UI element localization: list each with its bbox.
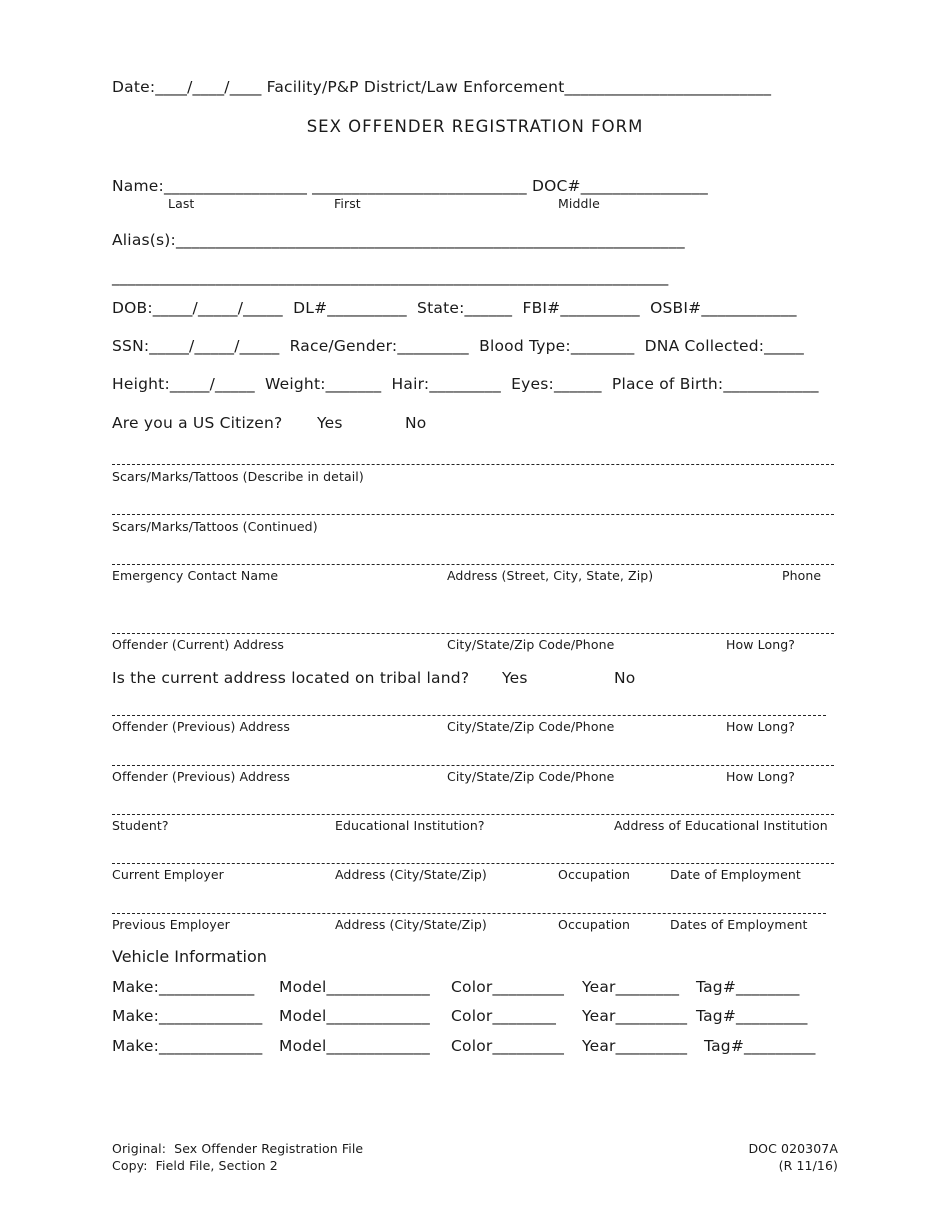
vehicle-3-model[interactable]: Model_____________ [279, 1037, 430, 1055]
citizen-no-option[interactable]: No [405, 414, 427, 432]
vehicle-3-tag[interactable]: Tag#_________ [704, 1037, 816, 1055]
vehicle-2-tag[interactable]: Tag#_________ [696, 1007, 808, 1025]
scars-continued-input-line[interactable] [112, 514, 834, 515]
tribal-land-question: Is the current address located on tribal land? [112, 669, 470, 687]
name-last-label: Last [168, 196, 195, 211]
scars-continued-label: Scars/Marks/Tattoos (Continued) [112, 519, 318, 534]
citizen-yes-option[interactable]: Yes [317, 414, 343, 432]
name-first-label: First [334, 196, 361, 211]
current-occupation-label: Occupation [558, 867, 631, 882]
institution-label: Educational Institution? [335, 818, 485, 833]
current-how-long-label: How Long? [726, 637, 796, 652]
previous-employer-label: Previous Employer [112, 917, 230, 932]
previous-city-1-label: City/State/Zip Code/Phone [447, 719, 615, 734]
vehicle-3-make[interactable]: Make:_____________ [112, 1037, 263, 1055]
previous-city-2-label: City/State/Zip Code/Phone [447, 769, 615, 784]
emergency-phone-label: Phone [782, 568, 822, 583]
previous-how-long-2-label: How Long? [726, 769, 796, 784]
date-facility-line[interactable]: Date:____/____/____ Facility/P&P District/Law Enforcement__________________________ [112, 78, 772, 96]
vehicle-1-tag[interactable]: Tag#________ [696, 978, 800, 996]
name-middle-label: Middle [558, 196, 600, 211]
vehicle-1-year[interactable]: Year________ [582, 978, 680, 996]
vehicle-1-make[interactable]: Make:____________ [112, 978, 255, 996]
previous-address-2-label: Offender (Previous) Address [112, 769, 291, 784]
current-employment-input-line[interactable] [112, 863, 834, 864]
ssn-row[interactable]: SSN:_____/_____/_____ Race/Gender:_________ Blood Type:________ DNA Collected:_____ [112, 337, 804, 355]
vehicle-2-make[interactable]: Make:_____________ [112, 1007, 263, 1025]
footer-original: Original: Sex Offender Registration File [112, 1141, 364, 1156]
scars-input-line[interactable] [112, 464, 834, 465]
name-doc-field[interactable]: Name:__________________ ___________________________ DOC#________________ [112, 177, 708, 195]
footer-doc-number: DOC 020307A [748, 1141, 838, 1156]
vehicle-3-year[interactable]: Year_________ [582, 1037, 688, 1055]
citizen-question: Are you a US Citizen? [112, 414, 283, 432]
emergency-name-label: Emergency Contact Name [112, 568, 279, 583]
height-row[interactable]: Height:_____/_____ Weight:_______ Hair:_________ Eyes:______ Place of Birth:____________ [112, 375, 819, 393]
vehicle-2-color[interactable]: Color________ [451, 1007, 557, 1025]
current-employer-address-label: Address (City/State/Zip) [335, 867, 487, 882]
previous-employment-input-line[interactable] [112, 913, 826, 914]
vehicle-1-color[interactable]: Color_________ [451, 978, 565, 996]
previous-address-1-label: Offender (Previous) Address [112, 719, 291, 734]
dob-row[interactable]: DOB:_____/_____/_____ DL#__________ State:______ FBI#__________ OSBI#____________ [112, 299, 797, 317]
footer-revision: (R 11/16) [778, 1158, 838, 1173]
emergency-address-label: Address (Street, City, State, Zip) [447, 568, 654, 583]
vehicle-3-color[interactable]: Color_________ [451, 1037, 565, 1055]
previous-how-long-1-label: How Long? [726, 719, 796, 734]
vehicle-2-year[interactable]: Year_________ [582, 1007, 688, 1025]
current-city-label: City/State/Zip Code/Phone [447, 637, 615, 652]
current-employment-date-label: Date of Employment [670, 867, 801, 882]
scars-label: Scars/Marks/Tattoos (Describe in detail) [112, 469, 364, 484]
education-input-line[interactable] [112, 814, 834, 815]
tribal-no-option[interactable]: No [614, 669, 636, 687]
alias-continuation-field[interactable]: ______________________________________________________________________ [112, 268, 669, 286]
vehicle-1-model[interactable]: Model_____________ [279, 978, 430, 996]
footer-copy: Copy: Field File, Section 2 [112, 1158, 278, 1173]
previous-address-1-input-line[interactable] [112, 715, 826, 716]
alias-field[interactable]: Alias(s):________________________________________________________________ [112, 231, 685, 249]
student-label: Student? [112, 818, 169, 833]
current-address-input-line[interactable] [112, 633, 834, 634]
previous-occupation-label: Occupation [558, 917, 631, 932]
current-employer-label: Current Employer [112, 867, 224, 882]
previous-employment-dates-label: Dates of Employment [670, 917, 808, 932]
emergency-input-line[interactable] [112, 564, 834, 565]
tribal-yes-option[interactable]: Yes [502, 669, 528, 687]
institution-address-label: Address of Educational Institution [614, 818, 828, 833]
previous-employer-address-label: Address (City/State/Zip) [335, 917, 487, 932]
vehicle-heading: Vehicle Information [112, 947, 267, 966]
current-address-label: Offender (Current) Address [112, 637, 285, 652]
previous-address-2-input-line[interactable] [112, 765, 834, 766]
vehicle-2-model[interactable]: Model_____________ [279, 1007, 430, 1025]
form-title: SEX OFFENDER REGISTRATION FORM [306, 117, 644, 136]
